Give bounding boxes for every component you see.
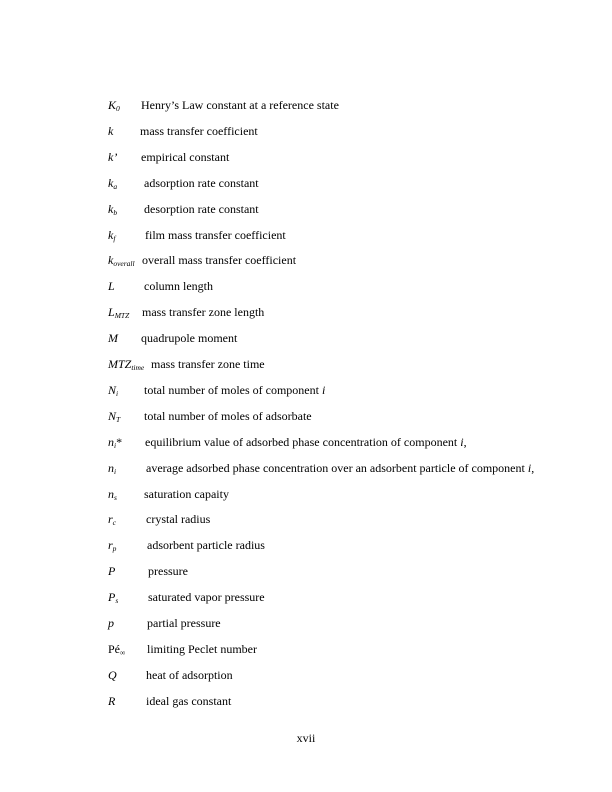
symbol: ns xyxy=(108,486,117,502)
definition: saturation capaity xyxy=(144,486,229,501)
symbol: ka xyxy=(108,175,118,191)
symbol: ni* xyxy=(108,434,123,450)
symbol: ni xyxy=(108,460,117,476)
definition: total number of moles of component i xyxy=(144,382,326,397)
definition: overall mass transfer coefficient xyxy=(142,253,297,268)
symbol: Ni xyxy=(108,382,119,398)
symbol: rc xyxy=(108,512,117,528)
symbol: M xyxy=(108,331,118,346)
page-number: xvii xyxy=(296,731,316,745)
symbol: koverall xyxy=(108,253,135,269)
definition: saturated vapor pressure xyxy=(148,590,265,605)
definition: crystal radius xyxy=(146,512,211,527)
definition: quadrupole moment xyxy=(141,331,238,346)
symbol: LMTZ xyxy=(108,305,130,321)
symbol: MTZtime xyxy=(108,357,145,372)
definition: average adsorbed phase concentration over an adsorbent particle of component i, xyxy=(146,460,535,475)
definition: Henry’s Law constant at a reference state xyxy=(141,98,339,112)
symbol: k’ xyxy=(108,149,118,164)
definition: heat of adsorption xyxy=(146,667,233,682)
definition: equilibrium value of adsorbed phase concentration of component i, xyxy=(145,434,467,449)
symbol: K0 xyxy=(108,98,120,113)
definition: total number of moles of adsorbate xyxy=(144,408,312,423)
symbol: NT xyxy=(108,408,121,424)
symbol: L xyxy=(108,279,115,294)
definition: pressure xyxy=(148,564,188,579)
definition: adsorption rate constant xyxy=(144,175,259,190)
symbol: p xyxy=(108,616,114,630)
definition: empirical constant xyxy=(141,149,230,164)
symbol: P xyxy=(108,564,116,579)
symbol: Q xyxy=(108,667,117,682)
definition: mass transfer zone length xyxy=(142,305,265,320)
symbol: kb xyxy=(108,201,118,217)
symbol: Pé∞ xyxy=(108,641,126,657)
definition: ideal gas constant xyxy=(146,693,232,708)
definition: adsorbent particle radius xyxy=(147,538,265,553)
definition: mass transfer zone time xyxy=(151,357,265,371)
definition: partial pressure xyxy=(147,616,221,630)
definition: film mass transfer coefficient xyxy=(145,227,286,242)
symbol: Ps xyxy=(108,590,119,606)
definition: desorption rate constant xyxy=(144,201,259,216)
symbol: kf xyxy=(108,227,116,243)
symbol: k xyxy=(108,123,114,138)
definition: mass transfer coefficient xyxy=(140,123,258,138)
definition: limiting Peclet number xyxy=(147,641,257,656)
definition: column length xyxy=(144,279,213,294)
symbol: R xyxy=(108,693,116,708)
symbol: rp xyxy=(108,538,117,554)
